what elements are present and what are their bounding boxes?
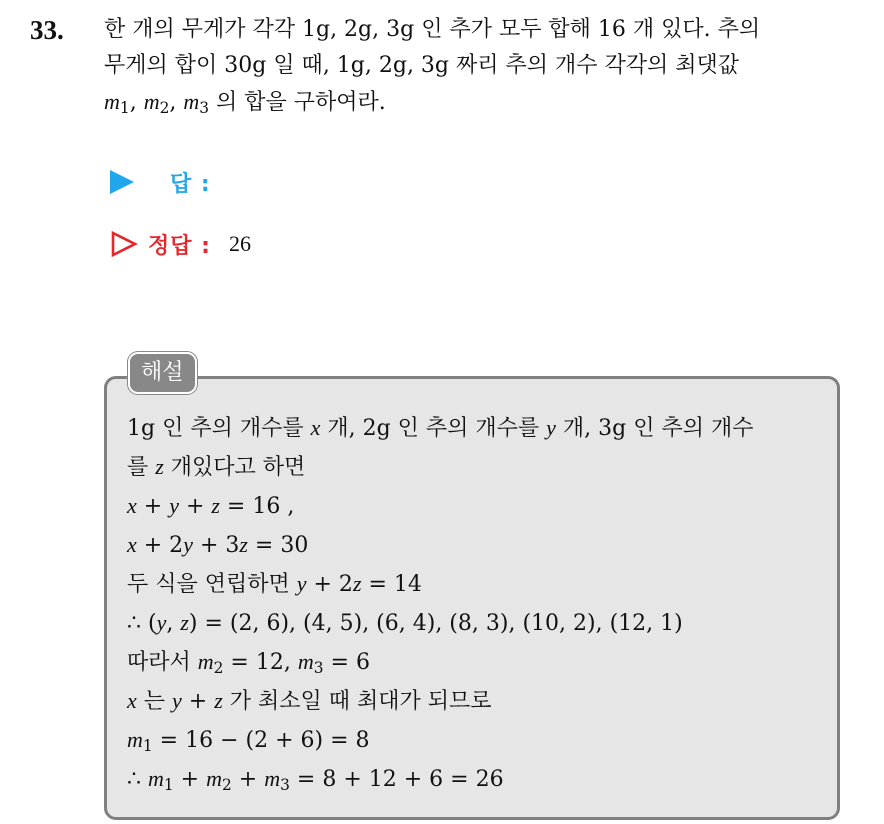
explanation-line: [127, 643, 827, 682]
correct-answer-value: 26: [228, 231, 251, 256]
problem-text: [104, 12, 870, 121]
explanation-text: = 16 − (2 + 6) = 8: [152, 728, 370, 753]
explanation-text: + 2: [136, 533, 184, 558]
separator: ,: [169, 90, 184, 115]
problem-line-1: 한 개의 무게가 각각 1g, 2g, 3g 인 추가 모두 합해 16 개 있다. 추의: [104, 17, 761, 42]
math-variable: m: [127, 727, 143, 752]
explanation-text: 개있다고 하면: [163, 455, 306, 480]
math-variable: y: [156, 610, 167, 635]
explanation-text: +: [178, 494, 212, 519]
math-var-m2: m: [143, 89, 160, 114]
explanation-text: + 3: [192, 533, 240, 558]
explanation-text: ) = (2, 6), (4, 5), (6, 4), (8, 3), (10, 2), (12, 1): [188, 611, 683, 636]
explanation-text: = 16 ,: [219, 494, 295, 519]
explanation-text: +: [136, 494, 170, 519]
explanation-text: +: [181, 689, 215, 714]
problem-line-2: 무게의 합이 30g 일 때, 1g, 2g, 3g 짜리 추의 개수 각각의 최댓값: [104, 53, 740, 78]
explanation-line: [127, 604, 827, 643]
explanation-text: ∴ (: [127, 611, 157, 636]
explanation-line: [127, 487, 827, 526]
explanation-text: 따라서: [127, 650, 198, 675]
correct-answer-row: [110, 226, 251, 262]
subscript: 2: [222, 775, 232, 794]
math-variable: z: [239, 532, 248, 557]
subscript: 2: [213, 658, 224, 677]
math-variable: x: [127, 688, 137, 713]
math-variable: y: [169, 493, 179, 518]
math-variable: z: [155, 454, 164, 479]
explanation-line: [127, 565, 827, 604]
math-variable: z: [352, 571, 362, 596]
explanation-text: + 2: [306, 572, 353, 597]
math-var-m3: m: [183, 89, 200, 114]
subscript-1: 1: [119, 98, 130, 117]
explanation-text: 1g 인 추의 개수를: [127, 416, 311, 441]
problem-number: 33.: [30, 15, 64, 45]
explanation-text: ,: [166, 611, 181, 636]
math-variable: x: [127, 493, 137, 518]
math-variable: m: [264, 766, 281, 791]
explanation-text: 는: [136, 689, 173, 714]
math-variable: y: [296, 571, 307, 596]
separator: ,: [129, 90, 144, 115]
explanation-line: [127, 760, 827, 799]
answer-row: [110, 164, 229, 200]
explanation-text: +: [231, 767, 265, 792]
math-variable: m: [206, 766, 222, 791]
explanation-line: [127, 448, 827, 487]
problem-line-3-tail: 의 합을 구하여라.: [209, 90, 386, 115]
explanation-title: 해설: [128, 352, 197, 394]
problem-line-3: [104, 84, 870, 121]
play-triangle-icon: [110, 170, 134, 194]
explanation-line: [127, 409, 827, 448]
explanation-line: [127, 721, 827, 760]
subscript: 3: [280, 775, 290, 794]
math-variable: z: [214, 688, 223, 713]
explanation-text: 를: [127, 455, 156, 480]
math-variable: y: [172, 688, 182, 713]
subscript-2: 2: [159, 98, 170, 117]
subscript-3: 3: [199, 98, 210, 117]
math-variable: z: [180, 610, 189, 635]
explanation-text: +: [173, 767, 207, 792]
math-variable: m: [148, 766, 164, 791]
explanation-text: = 30: [247, 533, 309, 558]
math-var-m1: m: [104, 89, 120, 114]
subscript: 1: [142, 736, 153, 755]
explanation-text: = 14: [361, 572, 422, 597]
math-variable: x: [127, 532, 137, 557]
explanation-text: 두 식을 연립하면: [127, 572, 297, 597]
explanation-text: 개, 3g 인 추의 개수: [555, 416, 754, 441]
subscript: 3: [313, 658, 324, 677]
math-variable: x: [310, 415, 321, 440]
explanation-box: [104, 376, 840, 820]
explanation-content: [127, 409, 827, 799]
math-variable: m: [197, 649, 214, 674]
math-variable: y: [183, 532, 193, 557]
explanation-text: ∴: [127, 767, 148, 792]
outline-triangle-icon: [110, 230, 138, 258]
explanation-line: [127, 682, 827, 721]
explanation-text: 개, 2g 인 추의 개수를: [320, 416, 547, 441]
math-variable: z: [211, 493, 220, 518]
explanation-text: = 6: [323, 650, 370, 675]
explanation-line: [127, 526, 827, 565]
explanation-text: 가 최소일 때 최대가 되므로: [222, 689, 492, 714]
math-variable: y: [546, 415, 556, 440]
correct-answer-label: 정답 :: [148, 233, 211, 259]
answer-label: 답 :: [170, 171, 211, 197]
explanation-text: = 8 + 12 + 6 = 26: [289, 767, 504, 792]
explanation-text: = 12,: [223, 650, 298, 675]
subscript: 1: [163, 775, 174, 794]
math-variable: m: [297, 649, 314, 674]
